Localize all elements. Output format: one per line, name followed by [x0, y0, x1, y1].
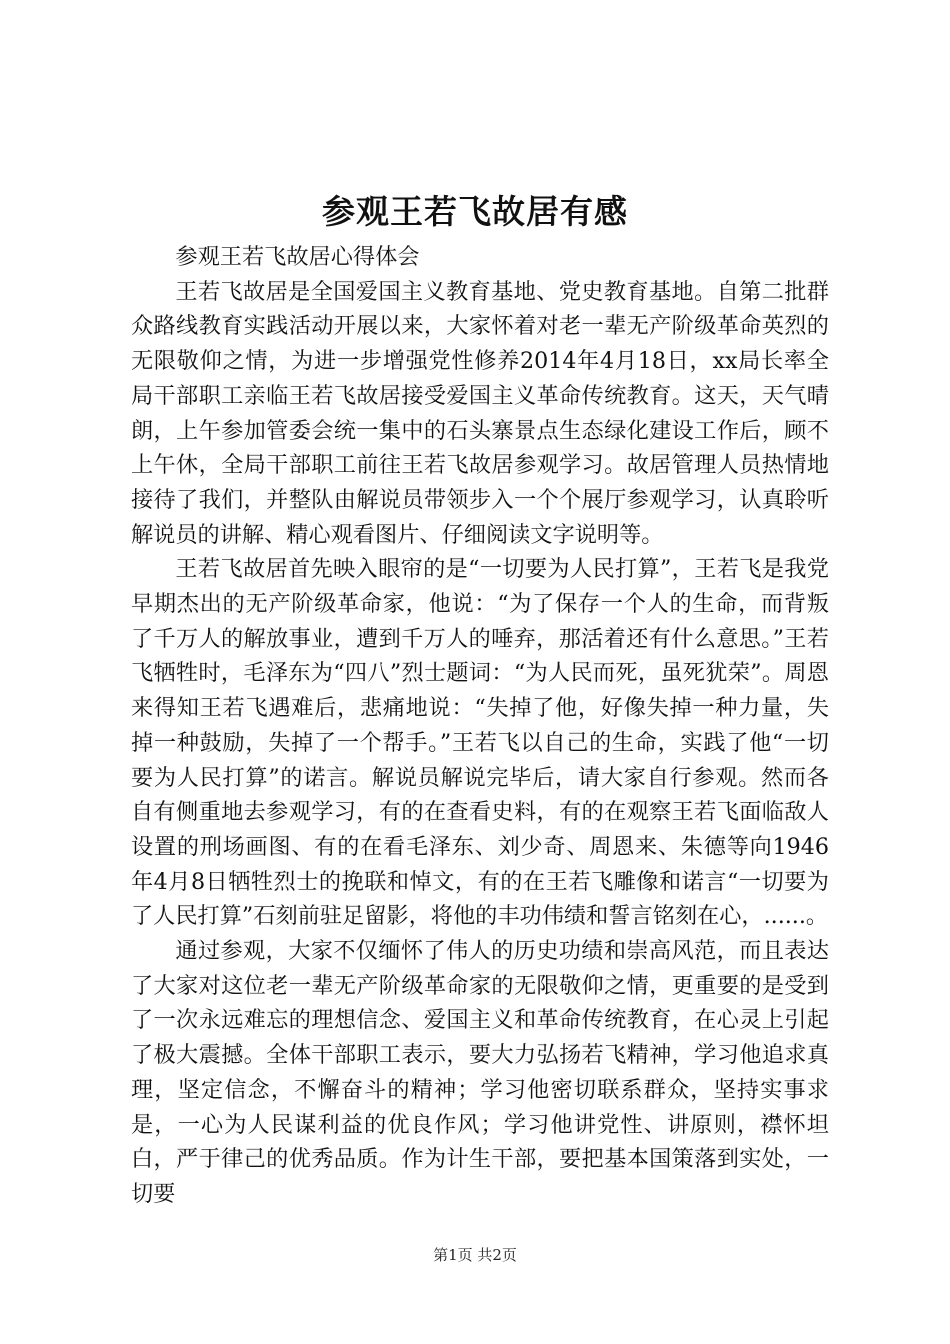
document-subtitle: 参观王若飞故居心得体会: [175, 244, 420, 270]
paragraph: 王若飞故居是全国爱国主义教育基地、党史教育基地。自第二批群众路线教育实践活动开展以来，大家怀着对老一辈无产阶级革命英烈的无限敬仰之情，为进一步增强党性修养2014年4月18日，xx局长率全局干部职工亲临王若飞故居接受爱国主义革命传统教育。这天，天气晴朗，上午参加管委会统一集中的石头寨景点生态绿化建设工作后，顾不上午休，全局干部职工前往王若飞故居参观学习。故居管理人员热情地接待了我们，并整队由解说员带领步入一个个展厅参观学习，认真聆听解说员的讲解、精心观看图片、仔细阅读文字说明等。: [131, 278, 829, 548]
paragraph: 王若飞故居首先映入眼帘的是“一切要为人民打算”，王若飞是我党早期杰出的无产阶级革命家，他说：“为了保存一个人的生命，而背叛了千万人的解放事业，遭到千万人的唾弃，那活着还有什么意思。”王若飞牺牲时，毛泽东为“四八”烈士题词：“为人民而死，虽死犹荣”。周恩来得知王若飞遇难后，悲痛地说：“失掉了他，好像失掉一种力量，失掉一种鼓励，失掉了一个帮手。”王若飞以自己的生命，实践了他“一切要为人民打算”的诺言。解说员解说完毕后，请大家自行参观。然而各自有侧重地去参观学习，有的在查看史料，有的在观察王若飞面临敌人设置的刑场画图、有的在看毛泽东、刘少奇、周恩来、朱德等向1946年4月8日牺牲烈士的挽联和悼文，有的在王若飞雕像和诺言“一切要为了人民打算”石刻前驻足留影，将他的丰功伟绩和誓言铭刻在心，......。: [131, 556, 829, 930]
document-body: [131, 240, 829, 1212]
page-number-footer: 第1页 共2页: [433, 1246, 517, 1264]
document-title: 参观王若飞故居有感: [322, 192, 628, 231]
paragraph: 通过参观，大家不仅缅怀了伟人的历史功绩和崇高风范，而且表达了大家对这位老一辈无产阶级革命家的无限敬仰之情，更重要的是受到了一次永远难忘的理想信念、爱国主义和革命传统教育，在心灵上引起了极大震撼。全体干部职工表示，要大力弘扬若飞精神，学习他追求真理，坚定信念，不懈奋斗的精神；学习他密切联系群众，坚持实事求是，一心为人民谋利益的优良作风；学习他讲党性、讲原则，襟怀坦白，严于律己的优秀品质。作为计生干部，要把基本国策落到实处，一切要: [131, 938, 829, 1207]
